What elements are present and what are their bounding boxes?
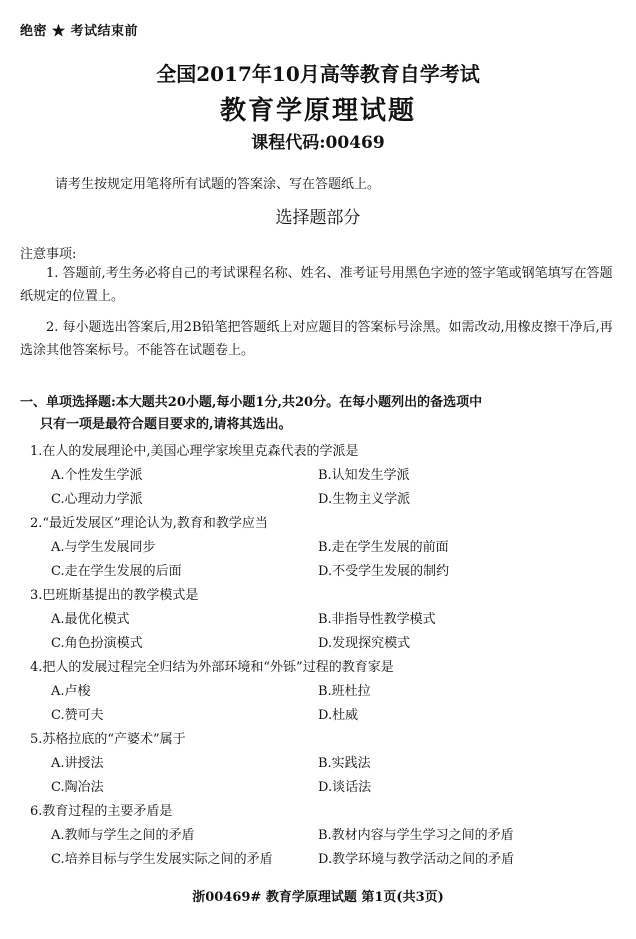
exam-title: 全国2017年10月高等教育自学考试 [156, 62, 480, 86]
note-item-1: 1. 答题前,考生务必将自己的考试课程名称、姓名、准考证号用黑色字迹的签字笔或钢笔填写在答题纸规定的位置上。 [20, 266, 613, 304]
option-a: A.讲授法 [51, 756, 104, 771]
option-d: D.杜威 [318, 708, 359, 723]
option-d: D.教学环境与教学活动之间的矛盾 [318, 852, 515, 867]
page-footer: 浙00469# 教育学原理试题 第1页(共3页) [192, 890, 444, 905]
notes-heading: 注意事项: [20, 247, 77, 262]
option-c: C.培养目标与学生发展实际之间的矛盾 [51, 852, 273, 867]
question-stem: 4.把人的发展过程完全归结为外部环境和“外铄”过程的教育家是 [30, 660, 394, 675]
option-a: A.最优化模式 [51, 612, 130, 627]
note-item-2: 2. 每小题选出答案后,用2B铅笔把答题纸上对应题目的答案标号涂黑。如需改动,用橡皮擦干净后,再选涂其他答案标号。不能答在试题卷上。 [20, 320, 613, 358]
question-stem: 3.巴班斯基提出的教学模式是 [30, 588, 199, 603]
option-b: B.认知发生学派 [318, 468, 410, 483]
option-d: D.生物主义学派 [318, 492, 411, 507]
option-a: A.个性发生学派 [51, 468, 143, 483]
option-d: D.发现探究模式 [318, 636, 411, 651]
paper-title: 教育学原理试题 [219, 96, 416, 126]
option-c: C.角色扮演模式 [51, 636, 143, 651]
option-a: A.教师与学生之间的矛盾 [51, 828, 195, 843]
option-c: C.走在学生发展的后面 [51, 564, 182, 579]
option-c: C.心理动力学派 [51, 492, 143, 507]
option-c: C.赞可夫 [51, 708, 104, 723]
confidential-label: 绝密 ★ 考试结束前 [20, 24, 139, 39]
option-c: C.陶冶法 [51, 780, 104, 795]
option-b: B.教材内容与学生学习之间的矛盾 [318, 828, 514, 843]
option-b: B.非指导性教学模式 [318, 612, 436, 627]
option-a: A.卢梭 [51, 684, 91, 699]
option-d: D.不受学生发展的制约 [318, 564, 450, 579]
part-heading-line1: 一、单项选择题:本大题共20小题,每小题1分,共20分。在每小题列出的备选项中 [20, 395, 483, 410]
option-a: A.与学生发展同步 [51, 540, 156, 555]
question-stem: 6.教育过程的主要矛盾是 [30, 804, 173, 819]
option-b: B.实践法 [318, 756, 371, 771]
question-stem: 2.“最近发展区”理论认为,教育和教学应当 [30, 516, 268, 531]
answer-instruction: 请考生按规定用笔将所有试题的答案涂、写在答题纸上。 [55, 177, 381, 192]
question-stem: 5.苏格拉底的“产婆术”属于 [30, 732, 186, 747]
part-heading-line2: 只有一项是最符合题目要求的,请将其选出。 [40, 417, 292, 432]
section-title: 选择题部分 [275, 208, 361, 228]
course-code: 课程代码:00469 [251, 133, 385, 153]
question-stem: 1.在人的发展理论中,美国心理学家埃里克森代表的学派是 [30, 444, 359, 459]
option-b: B.班杜拉 [318, 684, 371, 699]
option-d: D.谈话法 [318, 780, 372, 795]
option-b: B.走在学生发展的前面 [318, 540, 449, 555]
